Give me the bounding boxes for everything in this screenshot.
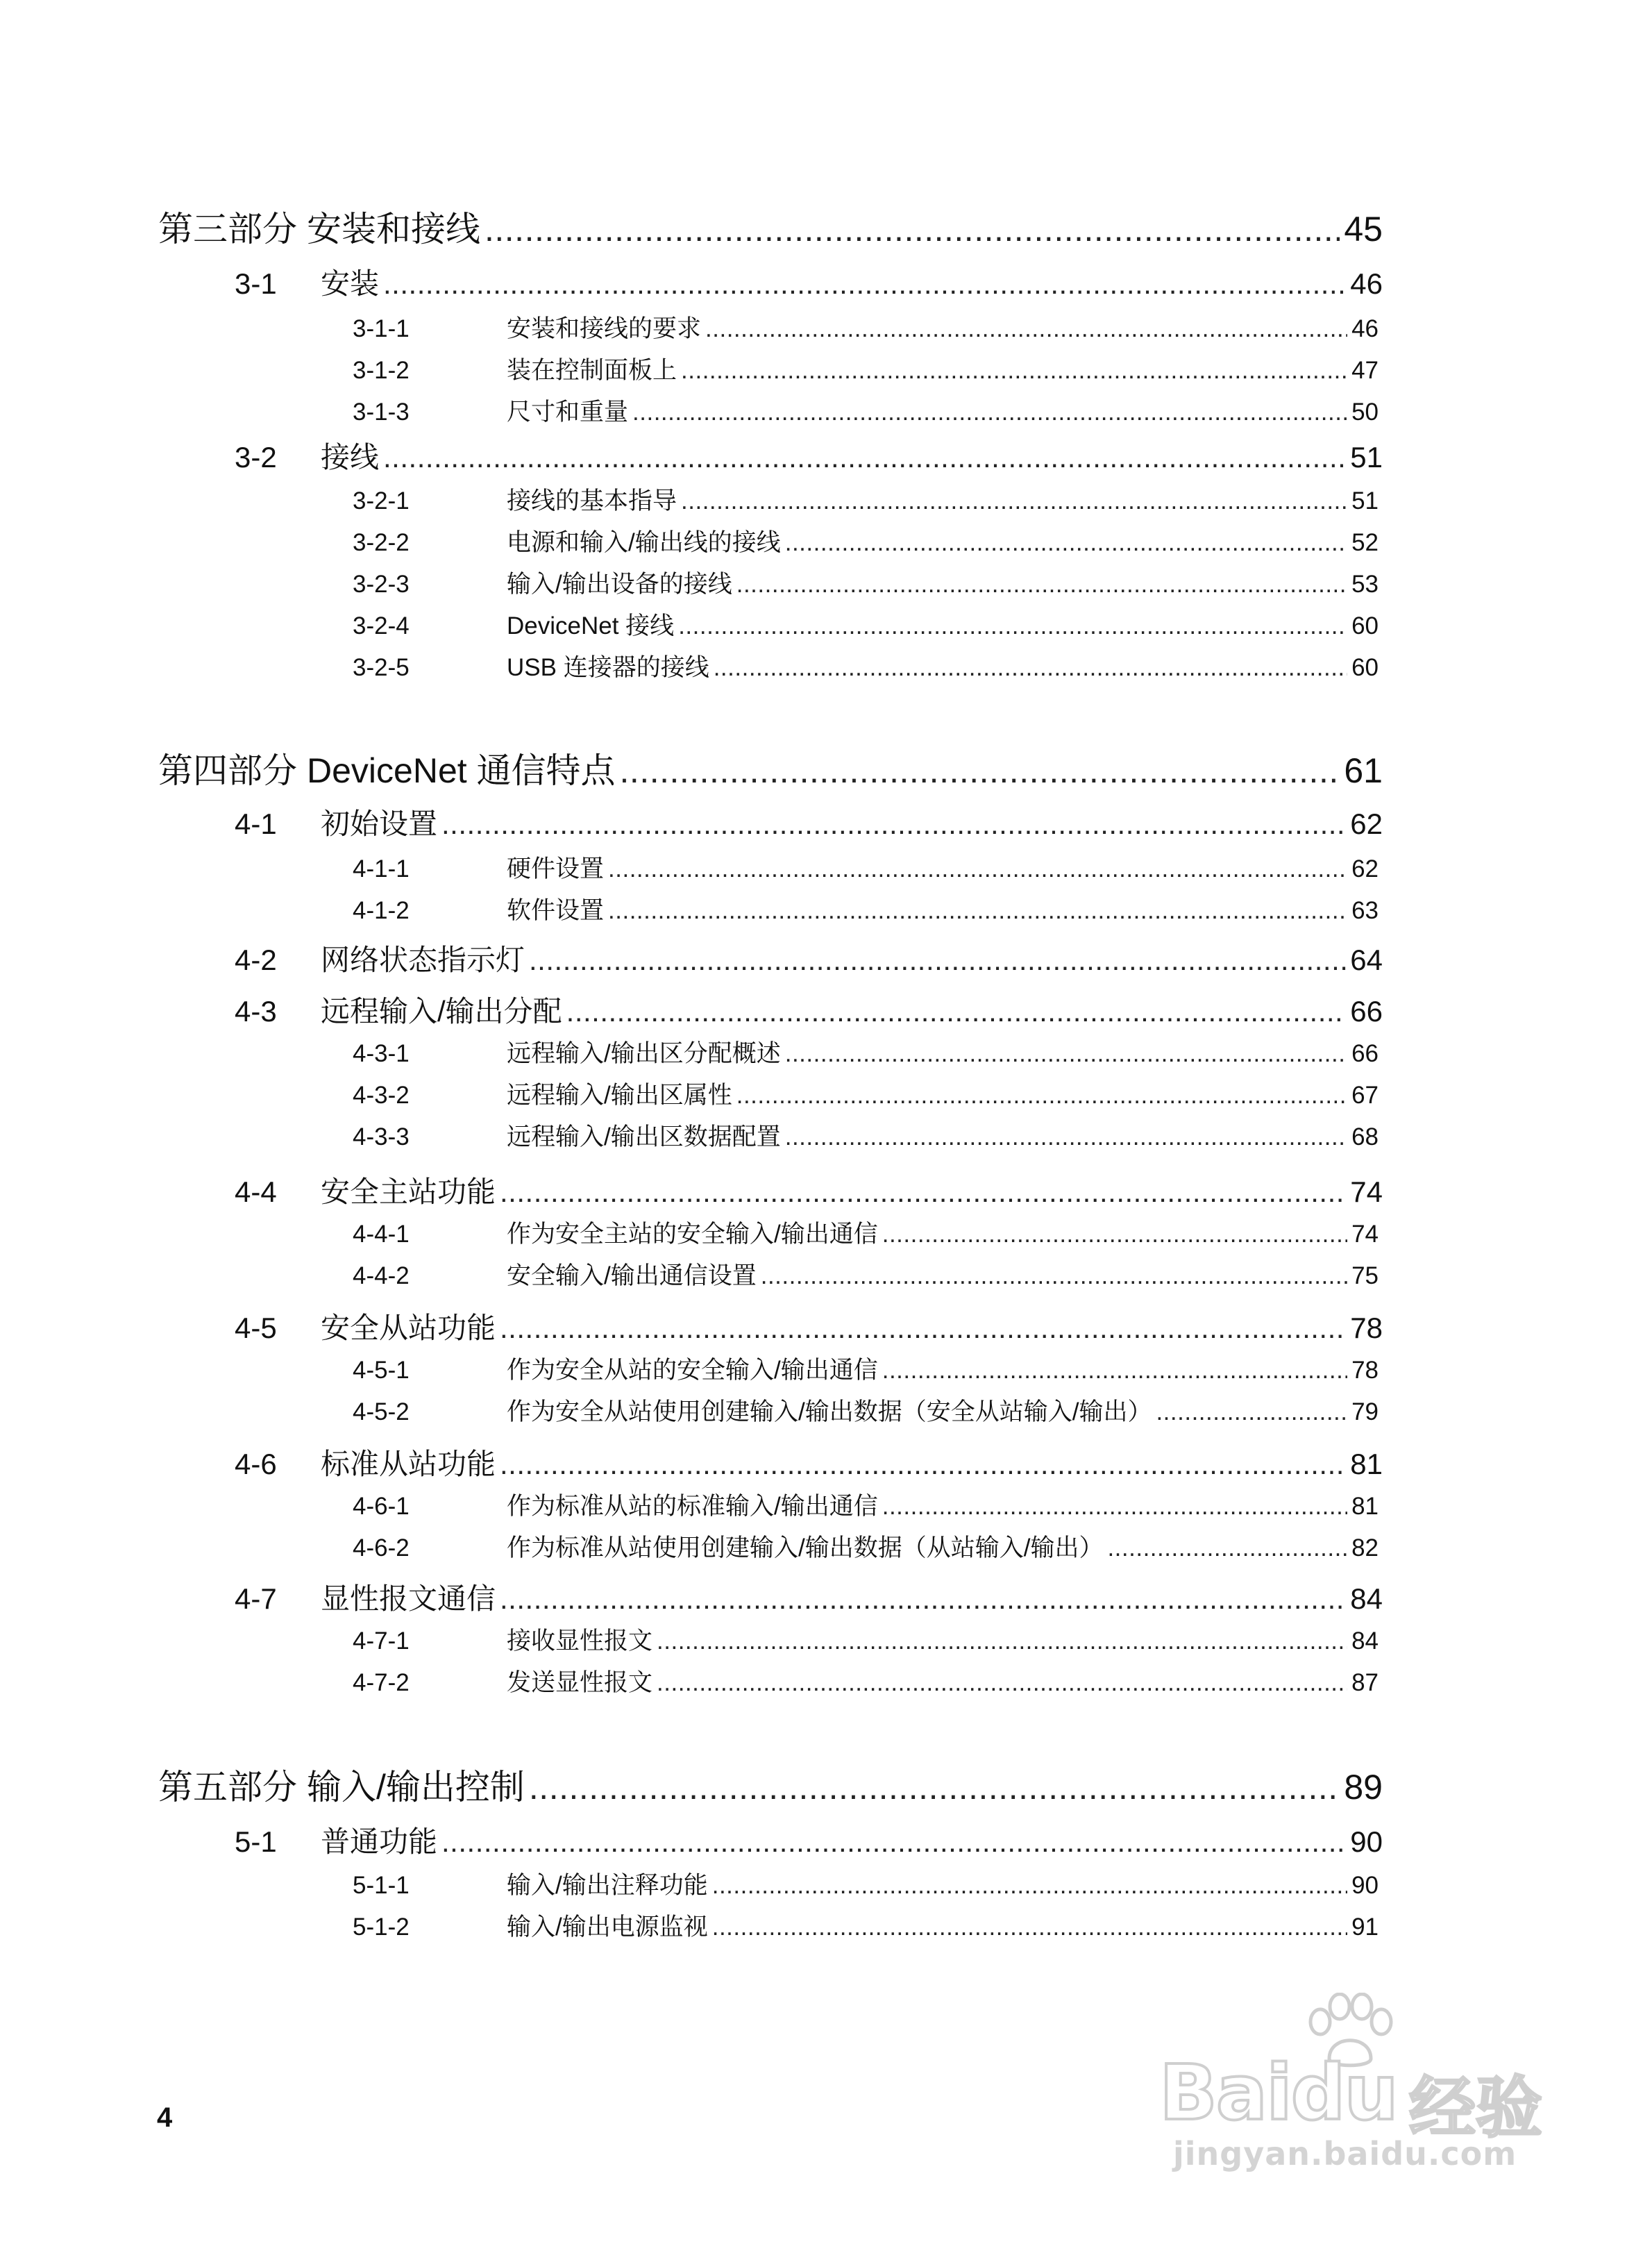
dot-leader	[620, 751, 1340, 791]
toc-entry-sub[interactable]	[353, 1664, 1379, 1698]
toc-entry-number: 5-1-2	[353, 1914, 410, 1941]
toc-entry-number: 4-5-2	[353, 1398, 410, 1425]
toc-entry-sub[interactable]	[353, 1076, 1379, 1111]
dot-leader	[761, 1262, 1347, 1290]
toc-entry-page: 91	[1351, 1914, 1379, 1941]
dot-leader	[608, 897, 1347, 925]
dot-leader	[383, 441, 1346, 474]
toc-entry-number: 3-1-2	[353, 357, 410, 384]
toc-entry-number: 第四部分	[158, 751, 297, 790]
toc-entry-number: 3-2-3	[353, 571, 410, 598]
toc-entry-number: 5-1-1	[353, 1872, 410, 1899]
toc-entry-page: 52	[1351, 529, 1379, 556]
toc-entry-number: 4-6	[235, 1448, 277, 1480]
toc-entry-page: 90	[1350, 1825, 1383, 1858]
dot-leader	[882, 1493, 1347, 1521]
watermark-brand: Baidu	[1159, 2048, 1397, 2137]
toc-entry-page: 51	[1351, 487, 1379, 514]
toc-entry-number: 3-2-4	[353, 612, 410, 639]
dot-leader	[441, 1825, 1346, 1859]
toc-entry-number: 4-4-1	[353, 1221, 410, 1248]
toc-entry-page: 79	[1351, 1398, 1379, 1425]
dot-leader	[529, 1767, 1340, 1807]
dot-leader	[712, 1872, 1347, 1900]
dot-leader	[529, 944, 1346, 977]
toc-entry-page: 74	[1350, 1175, 1383, 1208]
toc-entry-title: 远程输入/输出分配	[321, 995, 562, 1028]
page-number: 4	[157, 2102, 173, 2133]
toc-entry-page: 84	[1351, 1627, 1379, 1655]
toc-entry-sub[interactable]	[353, 1866, 1379, 1901]
toc-entry-page: 75	[1351, 1262, 1379, 1289]
toc-entry-page: 74	[1351, 1221, 1379, 1248]
toc-entry-sub[interactable]	[353, 1215, 1379, 1250]
toc-entry-number: 4-1-2	[353, 897, 410, 924]
toc-entry-title: 输入/输出设备的接线	[507, 571, 732, 598]
toc-entry-title: 输入/输出注释功能	[507, 1872, 708, 1899]
dot-leader	[608, 855, 1347, 883]
toc-entry-title: 远程输入/输出区数据配置	[507, 1123, 781, 1150]
toc-entry-sub[interactable]	[353, 1487, 1379, 1522]
toc-entry-number: 3-2-1	[353, 487, 410, 514]
toc-entry-title: 初始设置	[321, 807, 438, 840]
toc-entry-sec[interactable]	[235, 1819, 1383, 1861]
toc-entry-title: 作为标准从站使用创建输入/输出数据（从站输入/输出）	[507, 1534, 1104, 1561]
toc-entry-sec[interactable]	[235, 435, 1383, 476]
dot-leader	[785, 1123, 1347, 1151]
toc-entry-page: 78	[1351, 1357, 1379, 1384]
dot-leader	[681, 357, 1347, 385]
toc-entry-title: 安装和接线	[307, 210, 480, 249]
watermark-url: jingyan.baidu.com	[1173, 2135, 1517, 2172]
toc-entry-page: 46	[1350, 267, 1383, 300]
toc-entry-number: 4-4-2	[353, 1262, 410, 1289]
toc-entry-part[interactable]	[158, 201, 1383, 251]
toc-entry-title: 远程输入/输出区属性	[507, 1082, 732, 1109]
toc-entry-page: 61	[1344, 751, 1383, 790]
dot-leader	[500, 1312, 1346, 1345]
dot-leader	[657, 1669, 1347, 1697]
toc-entry-page: 78	[1350, 1312, 1383, 1344]
toc-entry-number: 3-2	[235, 441, 277, 474]
toc-entry-sec[interactable]	[235, 261, 1383, 303]
dot-leader	[681, 487, 1347, 515]
toc-entry-title: 接线的基本指导	[507, 487, 677, 514]
toc-entry-page: 68	[1351, 1123, 1379, 1150]
dot-leader	[705, 315, 1347, 343]
toc-entry-sub[interactable]	[353, 393, 1379, 428]
toc-entry-page: 62	[1351, 855, 1379, 882]
toc-entry-page: 64	[1350, 944, 1383, 976]
toc-entry-title: 作为安全从站的安全输入/输出通信	[507, 1357, 878, 1384]
dot-leader	[441, 807, 1346, 841]
toc-entry-number: 第五部分	[158, 1768, 297, 1807]
toc-entry-sec[interactable]	[235, 989, 1383, 1030]
toc-entry-page: 50	[1351, 399, 1379, 426]
toc-entry-sec[interactable]	[235, 1576, 1383, 1618]
toc-entry-sec[interactable]	[235, 1169, 1383, 1211]
toc-entry-sub[interactable]	[353, 565, 1379, 600]
toc-entry-sec[interactable]	[235, 801, 1383, 843]
toc-entry-sub[interactable]	[353, 524, 1379, 558]
toc-entry-number: 3-1-1	[353, 315, 410, 342]
toc-entry-title: 输入/输出电源监视	[507, 1914, 708, 1941]
toc-entry-number: 5-1	[235, 1825, 277, 1858]
dot-leader	[736, 571, 1347, 598]
toc-entry-sub[interactable]	[353, 1035, 1379, 1069]
dot-leader	[882, 1221, 1347, 1248]
toc-entry-sub[interactable]	[353, 1529, 1379, 1564]
toc-entry-page: 66	[1350, 995, 1383, 1028]
toc-entry-number: 4-3	[235, 995, 277, 1028]
toc-entry-title: 输入/输出控制	[307, 1768, 525, 1807]
toc-entry-title: 电源和输入/输出线的接线	[507, 529, 781, 556]
toc-entry-number: 4-6-2	[353, 1534, 410, 1561]
toc-entry-number: 第三部分	[158, 210, 297, 249]
toc-entry-number: 4-3-1	[353, 1040, 410, 1067]
toc-entry-number: 4-1	[235, 807, 277, 840]
toc-entry-page: 81	[1350, 1448, 1383, 1480]
dot-leader	[500, 1175, 1346, 1209]
toc-entry-sec[interactable]	[235, 1441, 1383, 1483]
toc-entry-number: 3-1-3	[353, 399, 410, 426]
toc-entry-title: 安全输入/输出通信设置	[507, 1262, 757, 1289]
toc-entry-page: 90	[1351, 1872, 1379, 1899]
toc-entry-number: 3-2-5	[353, 654, 410, 681]
dot-leader	[657, 1627, 1347, 1655]
toc-entry-page: 46	[1351, 315, 1379, 342]
dot-leader	[785, 529, 1347, 557]
toc-entry-number: 4-1-1	[353, 855, 410, 882]
dot-leader	[500, 1582, 1346, 1616]
watermark-brand-cn: 经验	[1409, 2071, 1542, 2145]
toc-entry-page: 82	[1351, 1534, 1379, 1561]
toc-entry-sub[interactable]	[353, 850, 1379, 885]
toc-entry-title: DeviceNet 接线	[507, 612, 675, 639]
toc-entry-title: 装在控制面板上	[507, 357, 677, 384]
toc-entry-title: 安装	[321, 267, 380, 300]
toc-entry-title: 普通功能	[321, 1825, 438, 1858]
toc-entry-title: 安全从站功能	[321, 1312, 496, 1344]
dot-leader	[678, 612, 1347, 640]
toc-entry-part[interactable]	[158, 743, 1383, 793]
toc-entry-page: 89	[1344, 1768, 1383, 1807]
toc-entry-sub[interactable]	[353, 1351, 1379, 1386]
toc-entry-page: 60	[1351, 612, 1379, 639]
toc-entry-page: 67	[1351, 1082, 1379, 1109]
toc-entry-number: 4-5	[235, 1312, 277, 1344]
dot-leader	[785, 1040, 1347, 1068]
toc-entry-title: 标准从站功能	[321, 1448, 496, 1480]
toc-entry-sub[interactable]	[353, 1908, 1379, 1943]
toc-entry-number: 3-2-2	[353, 529, 410, 556]
toc-entry-title: 作为安全主站的安全输入/输出通信	[507, 1221, 878, 1248]
dot-leader	[566, 995, 1347, 1028]
toc-entry-sub[interactable]	[353, 607, 1379, 642]
dot-leader	[1156, 1398, 1347, 1426]
toc-entry-title: 网络状态指示灯	[321, 944, 525, 976]
toc-entry-title: DeviceNet 通信特点	[307, 751, 616, 790]
toc-entry-sub[interactable]	[353, 648, 1379, 683]
toc-entry-title: 硬件设置	[507, 855, 605, 882]
toc-entry-title: 软件设置	[507, 897, 605, 924]
toc-entry-page: 51	[1350, 441, 1383, 474]
toc-entry-page: 63	[1351, 897, 1379, 924]
toc-entry-page: 45	[1344, 210, 1383, 249]
toc-entry-title: 发送显性报文	[507, 1669, 653, 1696]
dot-leader	[714, 654, 1347, 682]
toc-entry-sub[interactable]	[353, 1257, 1379, 1291]
toc-entry-title: 尺寸和重量	[507, 399, 629, 426]
toc-entry-title: 接线	[321, 441, 380, 474]
toc-entry-title: 作为安全从站使用创建输入/输出数据（安全从站输入/输出）	[507, 1398, 1152, 1425]
toc-entry-sub[interactable]	[353, 351, 1379, 386]
toc-entry-title: 作为标准从站的标准输入/输出通信	[507, 1493, 878, 1520]
toc-entry-number: 4-7-2	[353, 1669, 410, 1696]
toc-entry-page: 62	[1350, 807, 1383, 840]
toc-entry-page: 84	[1350, 1582, 1383, 1615]
toc-entry-number: 3-1	[235, 267, 277, 300]
toc-entry-page: 47	[1351, 357, 1379, 384]
toc-entry-title: USB 连接器的接线	[507, 654, 709, 681]
toc-entry-page: 81	[1351, 1493, 1379, 1520]
toc-entry-number: 4-6-1	[353, 1493, 410, 1520]
toc-entry-number: 4-4	[235, 1175, 277, 1208]
toc-entry-number: 4-5-1	[353, 1357, 410, 1384]
toc-entry-sub[interactable]	[353, 482, 1379, 517]
toc-entry-title: 接收显性报文	[507, 1627, 653, 1655]
toc-entry-part[interactable]	[158, 1759, 1383, 1809]
toc-entry-number: 4-7	[235, 1582, 277, 1615]
toc-entry-sub[interactable]	[353, 310, 1379, 344]
toc-entry-number: 4-3-2	[353, 1082, 410, 1109]
toc-entry-number: 4-2	[235, 944, 277, 976]
dot-leader	[632, 399, 1347, 426]
dot-leader	[383, 267, 1346, 301]
toc-entry-sec[interactable]	[235, 937, 1383, 979]
dot-leader	[1107, 1534, 1347, 1562]
toc-entry-page: 87	[1351, 1669, 1379, 1696]
toc-entry-sub[interactable]	[353, 891, 1379, 926]
toc-entry-number: 4-7-1	[353, 1627, 410, 1655]
dot-leader	[882, 1357, 1347, 1384]
dot-leader	[712, 1914, 1347, 1941]
toc-entry-sub[interactable]	[353, 1622, 1379, 1657]
dot-leader	[500, 1448, 1346, 1481]
toc-entry-sub[interactable]	[353, 1118, 1379, 1153]
toc-entry-page: 66	[1351, 1040, 1379, 1067]
toc-entry-title: 安全主站功能	[321, 1175, 496, 1208]
toc-entry-page: 60	[1351, 654, 1379, 681]
toc-entry-title: 安装和接线的要求	[507, 315, 702, 342]
toc-entry-sec[interactable]	[235, 1305, 1383, 1347]
dot-leader	[736, 1082, 1347, 1110]
dot-leader	[484, 209, 1340, 249]
toc-entry-title: 显性报文通信	[321, 1582, 496, 1615]
toc-entry-number: 4-3-3	[353, 1123, 410, 1150]
toc-entry-title: 远程输入/输出区分配概述	[507, 1040, 781, 1067]
toc-entry-page: 53	[1351, 571, 1379, 598]
toc-entry-sub[interactable]	[353, 1393, 1379, 1427]
